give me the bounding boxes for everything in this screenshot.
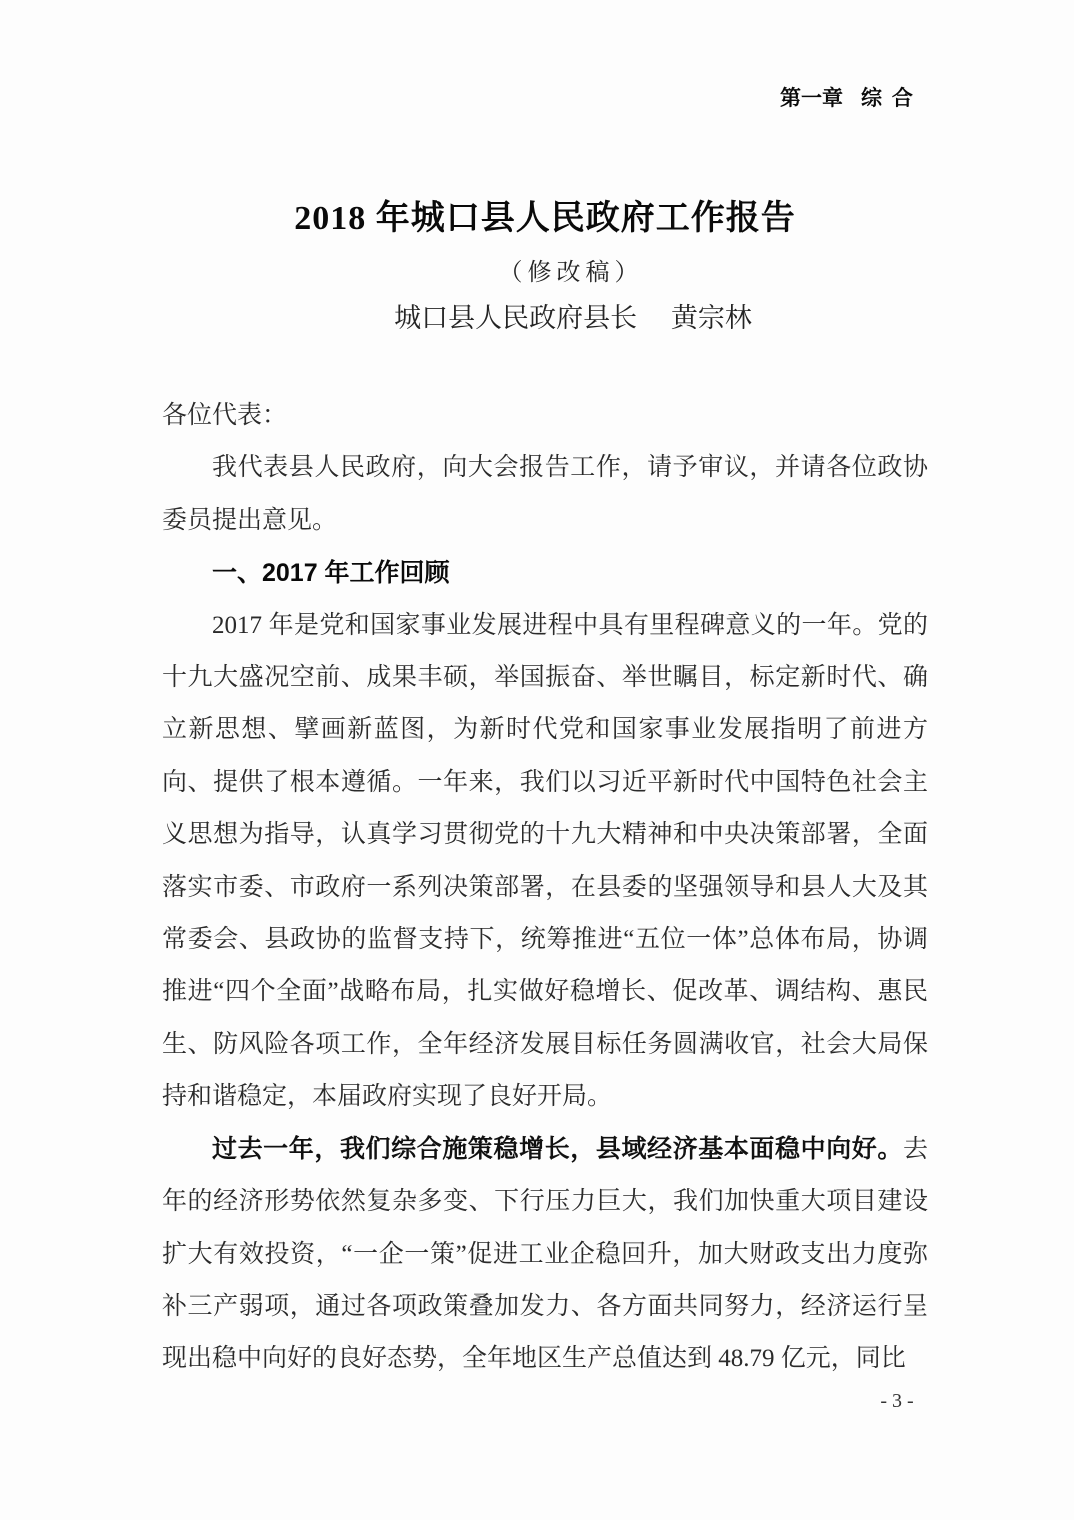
salutation: 各位代表： xyxy=(162,402,288,429)
chapter-header xyxy=(780,82,915,112)
document-author: 城口县人民政府县长 黄宗林 xyxy=(394,303,752,333)
body-paragraph: 2017 年是党和国家事业发展进程中具有里程碑意义的一年。党的十九大盛况空前、成果丰硕，举国振奋、举世瞩目，标定新时代、确立新思想、擘画新蓝图，为新时代党和国家事业发展指明了前进方向、提供了根本遵循。一年来，我们以习近平新时代中国特色社会主义思想为指导，认真学习贯彻党的十九大精神和中央决策部署，全面落实市委、市政府一系列决策部署，在县委的坚强领导和县人大及其常委会、县政协的监督支持下，统筹推进“五位一体”总体布局，协调推进“四个全面”战略布局，扎实做好稳增长、促改革、调结构、惠民生、防风险各项工作，全年经济发展目标任务圆满收官，社会大局保持和谐稳定，本届政府实现了良好开局。 xyxy=(162,611,928,1111)
section-heading: 一、2017 年工作回顾 xyxy=(212,559,450,588)
body-paragraph: 过去一年，我们综合施策稳增长，县域经济基本面稳中向好。去年的经济形势依然复杂多变、下行压力巨大，我们加快重大项目建设扩大有效投资，“一企一策”促进工业企稳回升，加大财政支出力度弥补三产弱项，通过各项政策叠加发力、各方面共同努力，经济运行呈现出稳中向好的良好态势，全年地区生产总值达到 48.79 亿元，同比 xyxy=(162,1135,928,1373)
page-number: - 3 - xyxy=(880,1390,914,1412)
bold-lead-sentence: 过去一年，我们综合施策稳增长，县域经济基本面稳中向好。 xyxy=(212,1135,903,1163)
chapter-label: 第一章 xyxy=(780,87,843,110)
document-title: 2018 年城口县人民政府工作报告 xyxy=(294,200,796,237)
document-subtitle: （修改稿） xyxy=(498,260,644,286)
section-label: 综 合 xyxy=(861,87,915,110)
body-paragraph: 我代表县人民政府，向大会报告工作，请予审议，并请各位政协委员提出意见。 xyxy=(162,454,928,534)
document-body xyxy=(162,390,928,1386)
